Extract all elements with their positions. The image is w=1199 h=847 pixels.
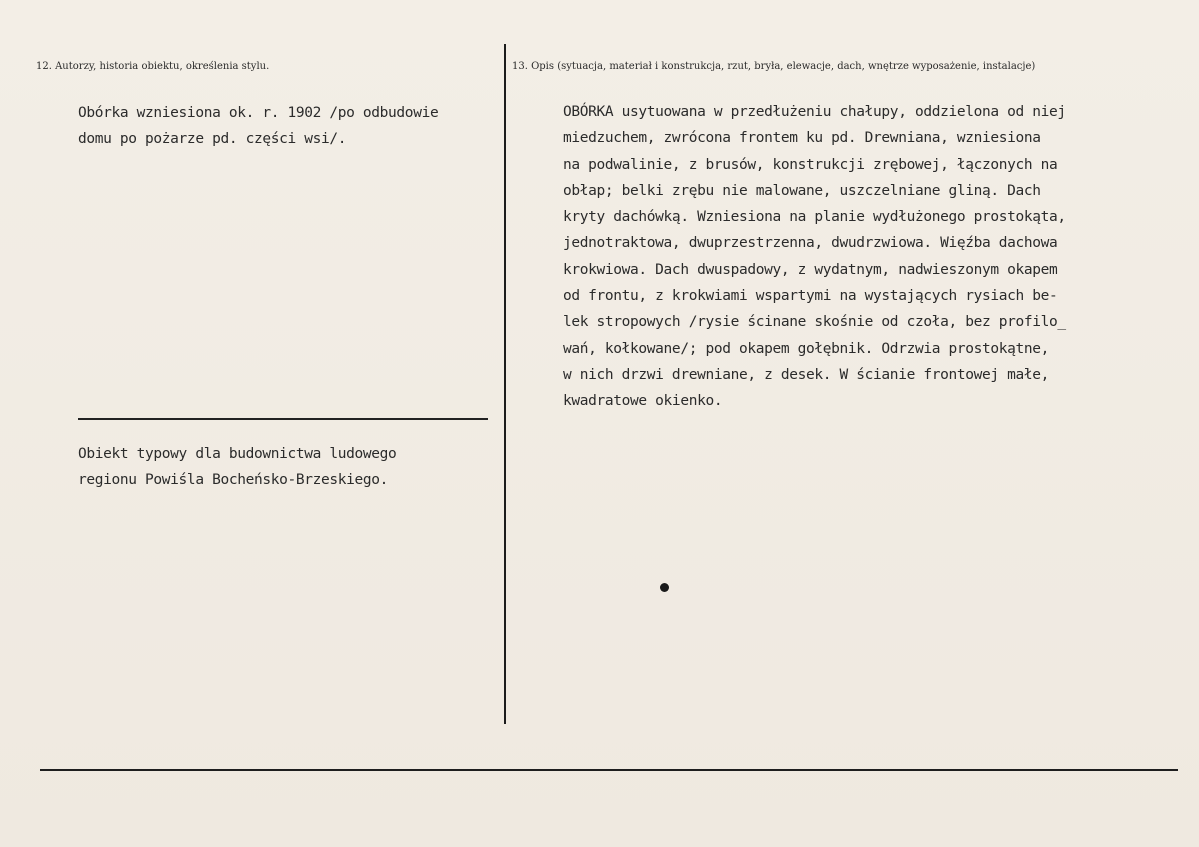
description-line: miedzuchem, zwrócona frontem ku pd. Drewniana, wzniesiona — [563, 130, 1041, 147]
history-line: domu po pożarze pd. części wsi/. — [78, 131, 347, 148]
bottom-rule — [40, 769, 1178, 771]
description-line: jednotraktowa, dwuprzestrzenna, dwudrzwiowa. Więźba dachowa — [563, 235, 1058, 252]
description-line: obłap; belki zrębu nie malowane, uszczelniane gliną. Dach — [563, 182, 1041, 199]
description-line: krokwiowa. Dach dwuspadowy, z wydatnym, nadwieszonym okapem — [563, 261, 1058, 278]
description-text — [563, 99, 1066, 415]
history-paragraph-1 — [78, 100, 438, 153]
punch-hole-dot — [660, 583, 669, 592]
section-12-header: 12. Autorzy, historia obiektu, określenia stylu. — [36, 61, 270, 72]
section-13-header: 13. Opis (sytuacja, materiał i konstrukcja, rzut, bryła, elewacje, dach, wnętrze wyposażenie, instalacje) — [512, 61, 1036, 72]
description-line: w nich drzwi drewniane, z desek. W ścianie frontowej małe, — [563, 366, 1050, 383]
description-line: od frontu, z krokwiami wspartymi na wystających rysiach be- — [563, 288, 1058, 305]
section-divider — [78, 418, 488, 420]
description-line: OBÓRKA usytuowana w przedłużeniu chałupy, oddzielona od niej — [563, 104, 1066, 120]
description-line: kwadratowe okienko. — [563, 393, 723, 410]
history-line: regionu Powiśla Bocheńsko-Brzeskiego. — [78, 472, 389, 489]
description-line: kryty dachówką. Wzniesiona na planie wydłużonego prostokąta, — [563, 209, 1066, 226]
history-line: Obiekt typowy dla budownictwa ludowego — [78, 446, 397, 462]
history-line: Obórka wzniesiona ok. r. 1902 /po odbudowie — [78, 105, 439, 121]
description-line: wań, kołkowane/; pod okapem gołębnik. Odrzwia prostokątne, — [563, 340, 1050, 357]
history-paragraph-2 — [78, 441, 396, 494]
description-line: na podwalinie, z brusów, konstrukcji zrębowej, łączonych na — [563, 156, 1058, 173]
description-line: lek stropowych /rysie ścinane skośnie od czoła, bez profilo_ — [563, 314, 1066, 331]
column-divider — [504, 44, 506, 724]
